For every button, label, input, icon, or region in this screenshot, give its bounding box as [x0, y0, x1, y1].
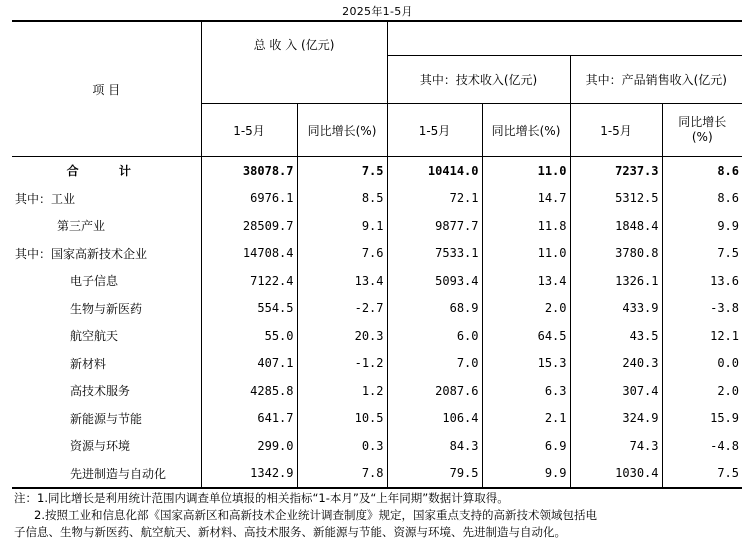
cell-total: 55.0	[201, 322, 297, 350]
statistics-table	[12, 20, 742, 489]
cell-prod: 3780.8	[570, 240, 662, 268]
header-tech-yoy: 同比增长(%)	[482, 104, 570, 157]
row-label: 合 计	[66, 164, 149, 179]
cell-tech: 6.0	[387, 322, 482, 350]
cell-prod-yoy: 0.0	[662, 350, 742, 378]
cell-tech-yoy: 11.0	[482, 157, 570, 185]
cell-prod-yoy: -4.8	[662, 432, 742, 460]
cell-tech-yoy: 9.9	[482, 460, 570, 489]
cell-total: 554.5	[201, 295, 297, 323]
cell-tech-yoy: 2.0	[482, 295, 570, 323]
cell-total: 299.0	[201, 432, 297, 460]
cell-total-yoy: -1.2	[297, 350, 387, 378]
header-spacer	[387, 21, 742, 56]
cell-prod: 5312.5	[570, 185, 662, 213]
cell-tech-yoy: 2.1	[482, 405, 570, 433]
cell-total-yoy: 13.4	[297, 267, 387, 295]
cell-prod-yoy: 9.9	[662, 212, 742, 240]
cell-total: 407.1	[201, 350, 297, 378]
row-label: 先进制造与自动化	[12, 460, 201, 489]
table-row	[12, 405, 742, 433]
header-total-yoy: 同比增长(%)	[297, 104, 387, 157]
cell-total-yoy: 7.8	[297, 460, 387, 489]
table-row	[12, 240, 742, 268]
cell-total: 1342.9	[201, 460, 297, 489]
cell-tech-yoy: 13.4	[482, 267, 570, 295]
cell-tech: 9877.7	[387, 212, 482, 240]
note-line-1: 注：1.同比增长是利用统计范围内调查单位填报的相关指标“1-本月”及“上年同期”数据计算取得。	[14, 491, 509, 505]
cell-tech: 7533.1	[387, 240, 482, 268]
cell-total: 6976.1	[201, 185, 297, 213]
cell-total: 28509.7	[201, 212, 297, 240]
date-range: 2025年1-5月	[342, 5, 413, 18]
cell-tech-yoy: 11.8	[482, 212, 570, 240]
cell-tech: 5093.4	[387, 267, 482, 295]
row-label: 第三产业	[57, 219, 106, 234]
header-total-period: 1-5月	[201, 104, 297, 157]
header-tech-period: 1-5月	[387, 104, 482, 157]
cell-prod: 1848.4	[570, 212, 662, 240]
cell-prod-yoy: 7.5	[662, 460, 742, 489]
cell-tech: 106.4	[387, 405, 482, 433]
note-line-3: 子信息、生物与新医药、航空航天、新材料、高技术服务、新能源与节能、资源与环境、先进制造与自动化。	[14, 525, 566, 539]
header-tech-income: 其中：技术收入(亿元)	[387, 56, 570, 104]
cell-total-yoy: 8.5	[297, 185, 387, 213]
row-label: 航空航天	[70, 329, 119, 344]
cell-prod: 240.3	[570, 350, 662, 378]
cell-prod-yoy: 8.6	[662, 185, 742, 213]
table-notes	[14, 490, 744, 541]
cell-tech-yoy: 64.5	[482, 322, 570, 350]
cell-tech: 68.9	[387, 295, 482, 323]
cell-total-yoy: -2.7	[297, 295, 387, 323]
cell-tech: 72.1	[387, 185, 482, 213]
row-label: 新材料	[70, 356, 107, 371]
header-item: 项 目	[12, 21, 201, 157]
row-label: 其中：国家高新技术企业	[15, 246, 148, 261]
cell-tech-yoy: 15.3	[482, 350, 570, 378]
cell-total-yoy: 0.3	[297, 432, 387, 460]
cell-total-yoy: 10.5	[297, 405, 387, 433]
row-label: 生物与新医药	[70, 301, 143, 316]
cell-tech-yoy: 6.9	[482, 432, 570, 460]
row-label: 电子信息	[70, 274, 119, 289]
header-prod-period: 1-5月	[570, 104, 662, 157]
cell-prod: 433.9	[570, 295, 662, 323]
cell-prod-yoy: 2.0	[662, 377, 742, 405]
table-row	[12, 185, 742, 213]
header-prod-yoy-line1: 同比增长	[678, 115, 727, 129]
cell-tech: 2087.6	[387, 377, 482, 405]
cell-prod: 74.3	[570, 432, 662, 460]
cell-total: 38078.7	[201, 157, 297, 185]
table-row	[12, 377, 742, 405]
cell-total-yoy: 20.3	[297, 322, 387, 350]
cell-total-yoy: 9.1	[297, 212, 387, 240]
cell-total: 14708.4	[201, 240, 297, 268]
cell-prod-yoy: 8.6	[662, 157, 742, 185]
cell-tech: 84.3	[387, 432, 482, 460]
cell-tech-yoy: 14.7	[482, 185, 570, 213]
cell-prod-yoy: 7.5	[662, 240, 742, 268]
cell-total: 4285.8	[201, 377, 297, 405]
cell-prod: 307.4	[570, 377, 662, 405]
cell-tech-yoy: 6.3	[482, 377, 570, 405]
cell-prod: 7237.3	[570, 157, 662, 185]
row-label: 其中：工业	[15, 191, 76, 206]
cell-tech: 7.0	[387, 350, 482, 378]
cell-prod-yoy: -3.8	[662, 295, 742, 323]
table-row	[12, 460, 742, 489]
cell-prod: 1326.1	[570, 267, 662, 295]
header-prod-yoy-line2: (%)	[691, 130, 713, 144]
table-row	[12, 350, 742, 378]
cell-total: 7122.4	[201, 267, 297, 295]
cell-prod: 43.5	[570, 322, 662, 350]
cell-total-yoy: 7.5	[297, 157, 387, 185]
table-row	[12, 322, 742, 350]
header-product-income: 其中：产品销售收入(亿元)	[570, 56, 742, 104]
table-row-total	[12, 157, 742, 185]
cell-total-yoy: 7.6	[297, 240, 387, 268]
cell-tech: 10414.0	[387, 157, 482, 185]
cell-total-yoy: 1.2	[297, 377, 387, 405]
cell-prod: 1030.4	[570, 460, 662, 489]
table-row	[12, 267, 742, 295]
table-row	[12, 295, 742, 323]
header-total-income: 总 收 入 (亿元)	[201, 21, 387, 104]
row-label: 新能源与节能	[70, 411, 143, 426]
cell-tech: 79.5	[387, 460, 482, 489]
cell-total: 641.7	[201, 405, 297, 433]
note-line-2: 2.按照工业和信息化部《国家高新区和高新技术企业统计调查制度》规定，国家重点支持的高新技术领域包括电	[34, 508, 597, 522]
cell-prod-yoy: 12.1	[662, 322, 742, 350]
row-label: 高技术服务	[70, 384, 131, 399]
cell-prod: 324.9	[570, 405, 662, 433]
cell-prod-yoy: 15.9	[662, 405, 742, 433]
header-prod-yoy	[662, 104, 742, 157]
cell-prod-yoy: 13.6	[662, 267, 742, 295]
table-row	[12, 212, 742, 240]
cell-tech-yoy: 11.0	[482, 240, 570, 268]
table-row	[12, 432, 742, 460]
row-label: 资源与环境	[70, 439, 131, 454]
